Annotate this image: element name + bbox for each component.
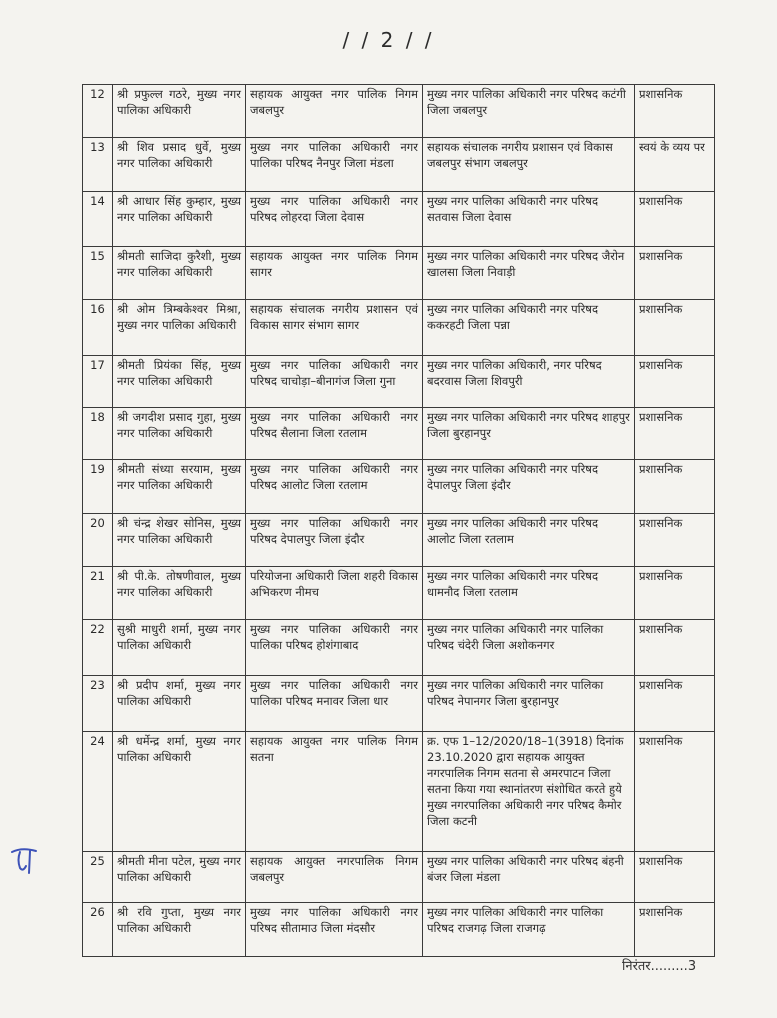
transfer-reason-cell: प्रशासनिक [635, 567, 715, 620]
new-posting-cell: मुख्य नगर पालिका अधिकारी नगर परिषद देपालपुर जिला इंदौर [423, 460, 635, 514]
serial-number-cell: 26 [83, 903, 113, 957]
table-row [83, 247, 715, 300]
current-posting-cell: मुख्य नगर पालिका अधिकारी नगर परिषद आलोट जिला रतलाम [246, 460, 423, 514]
transfer-reason-cell: प्रशासनिक [635, 356, 715, 408]
transfer-reason-cell: प्रशासनिक [635, 192, 715, 247]
officer-name-cell: सुश्री माधुरी शर्मा, मुख्य नगर पालिका अधिकारी [113, 620, 246, 676]
officer-name-cell: श्री पी.के. तोषणीवाल, मुख्य नगर पालिका अधिकारी [113, 567, 246, 620]
new-posting-cell: मुख्य नगर पालिका अधिकारी, नगर परिषद बदरवास जिला शिवपुरी [423, 356, 635, 408]
table-row [83, 903, 715, 957]
transfer-reason-cell: प्रशासनिक [635, 903, 715, 957]
officer-name-cell: श्री शिव प्रसाद धुर्वे, मुख्य नगर पालिका अधिकारी [113, 138, 246, 192]
current-posting-cell: सहायक संचालक नगरीय प्रशासन एवं विकास सागर संभाग सागर [246, 300, 423, 356]
officer-name-cell: श्रीमती संध्या सरयाम, मुख्य नगर पालिका अधिकारी [113, 460, 246, 514]
new-posting-cell: मुख्य नगर पालिका अधिकारी नगर पालिका परिषद चंदेरी जिला अशोकनगर [423, 620, 635, 676]
continued-marker: निरंतर.........3 [622, 959, 697, 974]
new-posting-cell: मुख्य नगर पालिका अधिकारी नगर परिषद धामनौद जिला रतलाम [423, 567, 635, 620]
handwritten-margin-mark [8, 842, 42, 876]
officer-name-cell: श्री ओम त्रिम्बकेश्वर मिश्रा, मुख्य नगर पालिका अधिकारी [113, 300, 246, 356]
new-posting-cell: मुख्य नगर पालिका अधिकारी नगर परिषद आलोट जिला रतलाम [423, 514, 635, 567]
current-posting-cell: सहायक आयुक्त नगर पालिक निगम सतना [246, 732, 423, 852]
current-posting-cell: परियोजना अधिकारी जिला शहरी विकास अभिकरण नीमच [246, 567, 423, 620]
page-number: / / 2 / / [342, 28, 435, 52]
table-row [83, 138, 715, 192]
transfer-reason-cell: प्रशासनिक [635, 732, 715, 852]
table-row [83, 514, 715, 567]
table-row [83, 567, 715, 620]
table-row [83, 620, 715, 676]
serial-number-cell: 24 [83, 732, 113, 852]
transfer-reason-cell: प्रशासनिक [635, 460, 715, 514]
transfer-reason-cell: प्रशासनिक [635, 408, 715, 460]
transfer-reason-cell: प्रशासनिक [635, 676, 715, 732]
serial-number-cell: 17 [83, 356, 113, 408]
serial-number-cell: 19 [83, 460, 113, 514]
new-posting-cell: सहायक संचालक नगरीय प्रशासन एवं विकास जबलपुर संभाग जबलपुर [423, 138, 635, 192]
officer-name-cell: श्री धर्मेन्द्र शर्मा, मुख्य नगर पालिका अधिकारी [113, 732, 246, 852]
table-row [83, 408, 715, 460]
table-row [83, 192, 715, 247]
serial-number-cell: 15 [83, 247, 113, 300]
new-posting-cell: मुख्य नगर पालिका अधिकारी नगर परिषद शाहपुर जिला बुरहानपुर [423, 408, 635, 460]
transfer-reason-cell: प्रशासनिक [635, 514, 715, 567]
officer-name-cell: श्रीमती साजिदा कुरैशी, मुख्य नगर पालिका अधिकारी [113, 247, 246, 300]
transfer-table-body [83, 85, 715, 957]
transfer-reason-cell: प्रशासनिक [635, 85, 715, 138]
current-posting-cell: सहायक आयुक्त नगरपालिक निगम जबलपुर [246, 852, 423, 903]
new-posting-cell: मुख्य नगर पालिका अधिकारी नगर पालिका परिषद राजगढ़ जिला राजगढ़ [423, 903, 635, 957]
transfer-reason-cell: प्रशासनिक [635, 852, 715, 903]
serial-number-cell: 18 [83, 408, 113, 460]
new-posting-cell: मुख्य नगर पालिका अधिकारी नगर परिषद जैरोन खालसा जिला निवाड़ी [423, 247, 635, 300]
current-posting-cell: सहायक आयुक्त नगर पालिक निगम जबलपुर [246, 85, 423, 138]
serial-number-cell: 14 [83, 192, 113, 247]
serial-number-cell: 22 [83, 620, 113, 676]
current-posting-cell: मुख्य नगर पालिका अधिकारी नगर पालिका परिषद होशंगाबाद [246, 620, 423, 676]
new-posting-cell: मुख्य नगर पालिका अधिकारी नगर परिषद कटंगी जिला जबलपुर [423, 85, 635, 138]
current-posting-cell: मुख्य नगर पालिका अधिकारी नगर परिषद सैलाना जिला रतलाम [246, 408, 423, 460]
serial-number-cell: 13 [83, 138, 113, 192]
new-posting-cell: मुख्य नगर पालिका अधिकारी नगर परिषद बंहनी बंजर जिला मंडला [423, 852, 635, 903]
serial-number-cell: 20 [83, 514, 113, 567]
officer-name-cell: श्री रवि गुप्ता, मुख्य नगर पालिका अधिकारी [113, 903, 246, 957]
current-posting-cell: मुख्य नगर पालिका अधिकारी नगर परिषद देपालपुर जिला इंदौर [246, 514, 423, 567]
current-posting-cell: मुख्य नगर पालिका अधिकारी नगर पालिका परिषद मनावर जिला धार [246, 676, 423, 732]
current-posting-cell: मुख्य नगर पालिका अधिकारी नगर पालिका परिषद नैनपुर जिला मंडला [246, 138, 423, 192]
transfer-reason-cell: प्रशासनिक [635, 620, 715, 676]
officer-name-cell: श्री चंन्द्र शेखर सोनिस, मुख्य नगर पालिका अधिकारी [113, 514, 246, 567]
officer-name-cell: श्री प्रदीप शर्मा, मुख्य नगर पालिका अधिकारी [113, 676, 246, 732]
officer-name-cell: श्री प्रफुल्ल गठरे, मुख्य नगर पालिका अधिकारी [113, 85, 246, 138]
current-posting-cell: मुख्य नगर पालिका अधिकारी नगर परिषद चाचोड़ा–बीनागंज जिला गुना [246, 356, 423, 408]
serial-number-cell: 12 [83, 85, 113, 138]
officer-name-cell: श्रीमती मीना पटेल, मुख्य नगर पालिका अधिकारी [113, 852, 246, 903]
table-row [83, 732, 715, 852]
table-row [83, 85, 715, 138]
new-posting-cell: मुख्य नगर पालिका अधिकारी नगर परिषद ककरहटी जिला पन्ना [423, 300, 635, 356]
officer-name-cell: श्रीमती प्रियंका सिंह, मुख्य नगर पालिका अधिकारी [113, 356, 246, 408]
table-row [83, 356, 715, 408]
current-posting-cell: मुख्य नगर पालिका अधिकारी नगर परिषद सीतामाउ जिला मंदसौर [246, 903, 423, 957]
transfer-reason-cell: प्रशासनिक [635, 247, 715, 300]
table-row [83, 300, 715, 356]
new-posting-cell: मुख्य नगर पालिका अधिकारी नगर परिषद सतवास जिला देवास [423, 192, 635, 247]
new-posting-cell: क्र. एफ 1–12/2020/18–1(3918) दिनांक 23.10.2020 द्वारा सहायक आयुक्त नगरपालिक निगम सतना से अमरपाटन जिला सतना किया गया स्थानांतरण संशोधित करते हुये मुख्य नगरपालिका अधिकारी नगर परिषद कैमोर जिला कटनी [423, 732, 635, 852]
serial-number-cell: 23 [83, 676, 113, 732]
serial-number-cell: 16 [83, 300, 113, 356]
officer-name-cell: श्री आधार सिंह कुम्हार, मुख्य नगर पालिका अधिकारी [113, 192, 246, 247]
current-posting-cell: मुख्य नगर पालिका अधिकारी नगर परिषद लोहरदा जिला देवास [246, 192, 423, 247]
new-posting-cell: मुख्य नगर पालिका अधिकारी नगर पालिका परिषद नेपानगर जिला बुरहानपुर [423, 676, 635, 732]
table-row [83, 852, 715, 903]
serial-number-cell: 25 [83, 852, 113, 903]
table-row [83, 460, 715, 514]
transfer-table [82, 84, 715, 957]
serial-number-cell: 21 [83, 567, 113, 620]
officer-name-cell: श्री जगदीश प्रसाद गुहा, मुख्य नगर पालिका अधिकारी [113, 408, 246, 460]
transfer-reason-cell: प्रशासनिक [635, 300, 715, 356]
table-row [83, 676, 715, 732]
transfer-reason-cell: स्वयं के व्यय पर [635, 138, 715, 192]
current-posting-cell: सहायक आयुक्त नगर पालिक निगम सागर [246, 247, 423, 300]
